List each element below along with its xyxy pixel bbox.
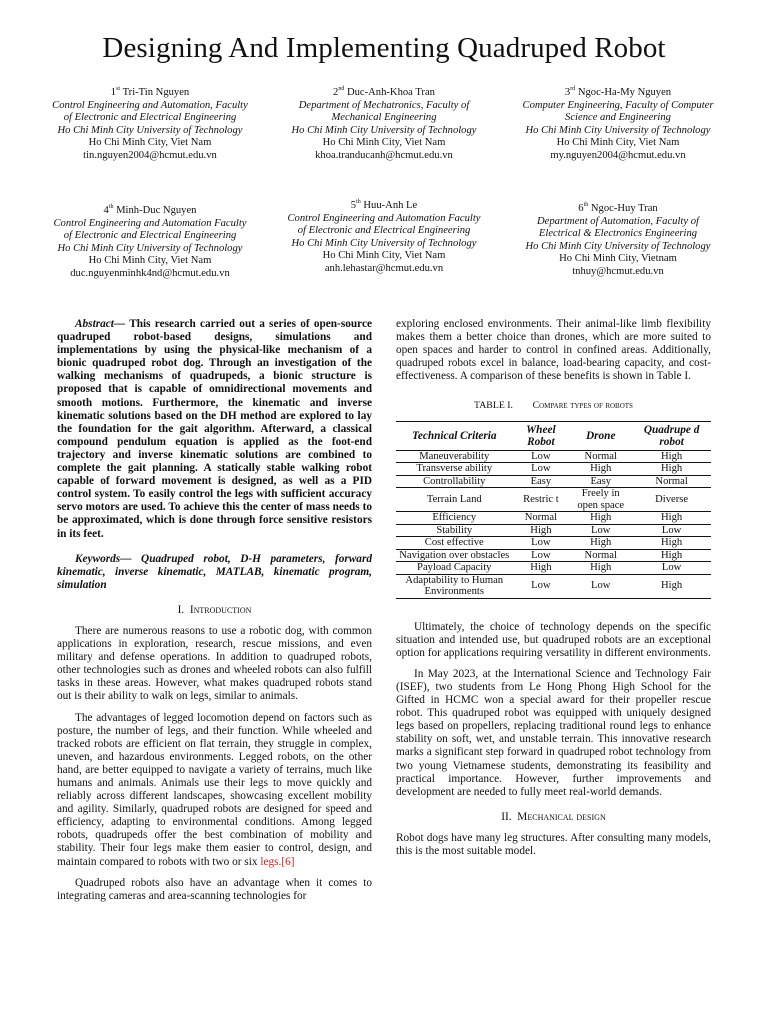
table-cell: Transverse ability [396, 463, 513, 476]
author-num: 6 [578, 203, 584, 214]
author-city: Ho Chi Minh City, Viet Nam [88, 137, 212, 149]
table-cell: Normal [569, 450, 632, 463]
left-column [57, 318, 372, 911]
abstract-text: This research carried out a series of open-source quadruped robot-based designs, simulations and implementations by using the physical-like mechanism of a bionic quadruped robot dog. Through an investigation of the walking mechanisms of quadrupeds, a bionic structure is proposed that is capable of omnidirectional movements and smooth motions. Furthermore, the kinematic and inverse kinematic solutions based on the DH method are explored to lay the foundation for the gait algorithm. Afterward, a classical compound pendulum equation is applied as the foot-end trajectory and inverse kinematic solutions are combined to complete the gait planning. A statically stable walking robot capable of forward movement is designed, as well as a PID control system. To easily control the legs with sufficient accuracy servo motors are used. To achieve this the center of mass needs to be approximated, which is done through force sensitive resistors in its feet. [57, 318, 372, 540]
author-num: 3 [564, 87, 571, 98]
author-univ: Ho Chi Minh City University of Technology [291, 124, 477, 136]
author-name: Huu-Anh Le [363, 200, 418, 211]
table-label: TABLE I. [474, 400, 513, 412]
author-univ: Ho Chi Minh City University of Technology [57, 124, 243, 136]
section-number: II. [501, 810, 512, 823]
author-email: tin.nguyen2004@hcmut.edu.vn [83, 149, 217, 161]
right-paragraph-1: exploring enclosed environments. Their animal-like limb flexibility makes them a better choice than drones, which are more suited to open spaces and harder to control in confined areas. Additionally, quadruped robots excel in balance, load-bearing capacity, and cost-effectiveness. A comparison of these benefits is shown in Table I. [396, 318, 711, 383]
table-row [396, 488, 711, 512]
table-cell: Low [513, 574, 570, 598]
author-univ: Ho Chi Minh City University of Technology [57, 242, 243, 254]
table-header-cell: Technical Criteria [396, 421, 513, 450]
author-univ: Ho Chi Minh City University of Technology [291, 237, 477, 249]
table-row [396, 537, 711, 550]
intro-paragraph-3: Quadruped robots also have an advantage when it comes to integrating cameras and area-scanning technologies for [57, 876, 372, 902]
citation-link[interactable]: legs.[6] [260, 855, 295, 868]
author-block-6 [518, 199, 718, 279]
table-row [396, 574, 711, 598]
table-cell: Controllability [396, 475, 513, 488]
author-block-5 [284, 196, 484, 276]
table-header-cell: Quadrupe d robot [632, 421, 711, 450]
keywords-label: Keywords— [75, 552, 132, 565]
author-city: Ho Chi Minh City, Viet Nam [88, 255, 212, 267]
keywords-text: Quadruped robot, D-H parameters, forward kinematic, inverse kinematic, MATLAB, kinematic program, simulation [57, 552, 372, 591]
section-heading-mechanical-design [396, 811, 711, 824]
author-email: tnhuy@hcmut.edu.vn [572, 265, 664, 277]
author-ordinal: th [583, 202, 589, 208]
intro-paragraph-2-text: The advantages of legged locomotion depend on factors such as posture, the number of legs, and their function. While wheeled and tracked robots are efficient on flat terrain, they struggle in complex, uneven, and hazardous environments. Legged robots, on the other hand, are better equipped to navigate a variety of terrains, much like humans and animals. Animals use their legs to move quickly and reliably across different landscapes, showcasing excellent mobility and agility. Similarly, quadruped robots are designed for speed and efficiency, adapting to environmental conditions. Among legged robots, quadrupeds offer the best combination of mobility and stability. Their four legs make them easier to control, design, and maintain compared to robots with two or six [57, 711, 372, 868]
table-cell: High [569, 512, 632, 525]
author-block-2 [284, 83, 484, 163]
table-cell: Navigation over obstacles [396, 549, 513, 562]
author-univ: Ho Chi Minh City University of Technology [525, 124, 711, 136]
table-cell: Low [569, 574, 632, 598]
author-num: 2 [333, 87, 339, 98]
author-name: Ngoc-Ha-My Nguyen [577, 87, 672, 98]
author-ordinal: th [108, 204, 114, 210]
right-paragraph-3: In May 2023, at the International Science and Technology Fair (ISEF), two students from Le Hong Phong High School for the Gifted in HCMC won a special award for their propeller rescue robot. This quadruped robot was equipped with uniquely designed legs based on propellers, replacing traditional round legs to enhance stability on soft, wet, and unstable terrain. This innovative research marks a significant step forward in quadruped robot technology from two young Vietnamese students, demonstrating its feasibility and practical importance. However, further improvements and development are needed to fully meet real-world demands. [396, 667, 711, 798]
table-cell: High [513, 562, 570, 575]
author-num: 5 [350, 200, 357, 211]
table-caption [396, 399, 711, 412]
table-cell: Diverse [632, 488, 711, 512]
author-name: Ngoc-Huy Tran [590, 203, 658, 214]
author-email: my.nguyen2004@hcmut.edu.vn [550, 149, 686, 161]
table-cell: Freely in open space [569, 488, 632, 512]
author-dept: Control Engineering and Automation Faculty of Electronic and Electrical Engineering [287, 212, 481, 237]
table-cell: Low [513, 537, 570, 550]
table-row [396, 562, 711, 575]
table-cell: Adaptability to Human Environments [396, 574, 513, 598]
table-cell: Easy [513, 475, 570, 488]
table-cell: Easy [569, 475, 632, 488]
table-cell: Payload Capacity [396, 562, 513, 575]
author-block-3 [518, 83, 718, 163]
table-cell: Normal [632, 475, 711, 488]
author-dept: Control Engineering and Automation, Faculty of Electronic and Electrical Engineering [52, 99, 248, 124]
table-cell: Normal [569, 549, 632, 562]
author-city: Ho Chi Minh City, Viet Nam [556, 137, 680, 149]
author-ordinal: rd [570, 86, 576, 92]
intro-paragraph-1: There are numerous reasons to use a robotic dog, with common applications in exploration, research, rescue missions, and even military and defense operations. In addition to quadruped robots, other technologies such as drones and wheeled robots can also fulfill tasks in these areas. However, what makes quadruped robots stand out is their ability to walk on legs, similar to animals. [57, 624, 372, 703]
author-univ: Ho Chi Minh City University of Technology [525, 240, 711, 252]
author-ordinal: nd [338, 86, 345, 92]
author-city: Ho Chi Minh City, Vietnam [559, 253, 677, 265]
table-header-row [396, 421, 711, 450]
table-cell: High [632, 549, 711, 562]
table-cell: High [632, 537, 711, 550]
table-cell: Maneuverability [396, 450, 513, 463]
author-dept: Control Engineering and Automation Faculty of Electronic and Electrical Engineering [53, 217, 247, 242]
section-heading-introduction [57, 604, 372, 617]
author-name: Duc-Anh-Khoa Tran [346, 87, 435, 98]
table-row [396, 450, 711, 463]
author-dept: Department of Mechatronics, Faculty of Mechanical Engineering [298, 99, 470, 124]
table-row [396, 512, 711, 525]
table-cell: Efficiency [396, 512, 513, 525]
table-header-cell: Wheel Robot [513, 421, 570, 450]
table-cell: High [632, 574, 711, 598]
author-ordinal: st [116, 86, 121, 92]
author-email: anh.lehastar@hcmut.edu.vn [324, 262, 444, 274]
table-cell: Low [513, 450, 570, 463]
intro-paragraph-2 [57, 712, 372, 869]
table-row [396, 463, 711, 476]
paper-title: Designing And Implementing Quadruped Robot [102, 32, 666, 64]
author-num: 4 [103, 205, 109, 216]
author-name: Tri-Tin Nguyen [122, 87, 190, 98]
table-cell: High [569, 562, 632, 575]
section-number: I. [177, 603, 185, 616]
section-title: Mechanical design [517, 810, 606, 823]
table-cell: Low [569, 524, 632, 537]
abstract [57, 318, 372, 541]
author-block-1 [50, 83, 250, 163]
table-cell: Low [632, 562, 711, 575]
table-cell: High [632, 450, 711, 463]
table-row [396, 524, 711, 537]
author-city: Ho Chi Minh City, Viet Nam [322, 137, 446, 149]
author-dept: Department of Automation, Faculty of Electrical & Electronics Engineering [537, 215, 699, 240]
table-cell: High [513, 524, 570, 537]
author-block-4 [50, 201, 250, 281]
table-cell: Low [513, 463, 570, 476]
table-caption-text: Compare types of robots [532, 400, 633, 412]
table-cell: High [632, 512, 711, 525]
table-cell: Low [513, 549, 570, 562]
keywords [57, 553, 372, 592]
author-dept: Computer Engineering, Faculty of Computer Science and Engineering [522, 99, 714, 124]
table-header-cell: Drone [569, 421, 632, 450]
author-name: Minh-Duc Nguyen [116, 205, 197, 216]
table-cell: High [569, 537, 632, 550]
table-cell: Stability [396, 524, 513, 537]
author-num: 1 [110, 87, 117, 98]
comparison-table [396, 421, 711, 599]
table-cell: High [632, 463, 711, 476]
author-email: duc.nguyenminhk4nd@hcmut.edu.vn [70, 267, 230, 279]
table-row [396, 549, 711, 562]
table-cell: Normal [513, 512, 570, 525]
table-cell: Cost effective [396, 537, 513, 550]
table-cell: Low [632, 524, 711, 537]
table-cell: Restric t [513, 488, 570, 512]
table-cell: Terrain Land [396, 488, 513, 512]
author-city: Ho Chi Minh City, Viet Nam [322, 250, 446, 262]
abstract-label: Abstract— [75, 318, 126, 330]
right-paragraph-4: Robot dogs have many leg structures. After consulting many models, this is the most suitable model. [396, 831, 711, 857]
right-column [396, 318, 711, 866]
table-row [396, 475, 711, 488]
section-title: Introduction [189, 603, 252, 616]
author-ordinal: th [356, 199, 361, 205]
author-email: khoa.tranducanh@hcmut.edu.vn [315, 149, 453, 161]
table-cell: High [569, 463, 632, 476]
right-paragraph-2: Ultimately, the choice of technology depends on the specific situation and intended use, but quadruped robots are an exceptional option for applications requiring versatility in different environments. [396, 620, 711, 659]
